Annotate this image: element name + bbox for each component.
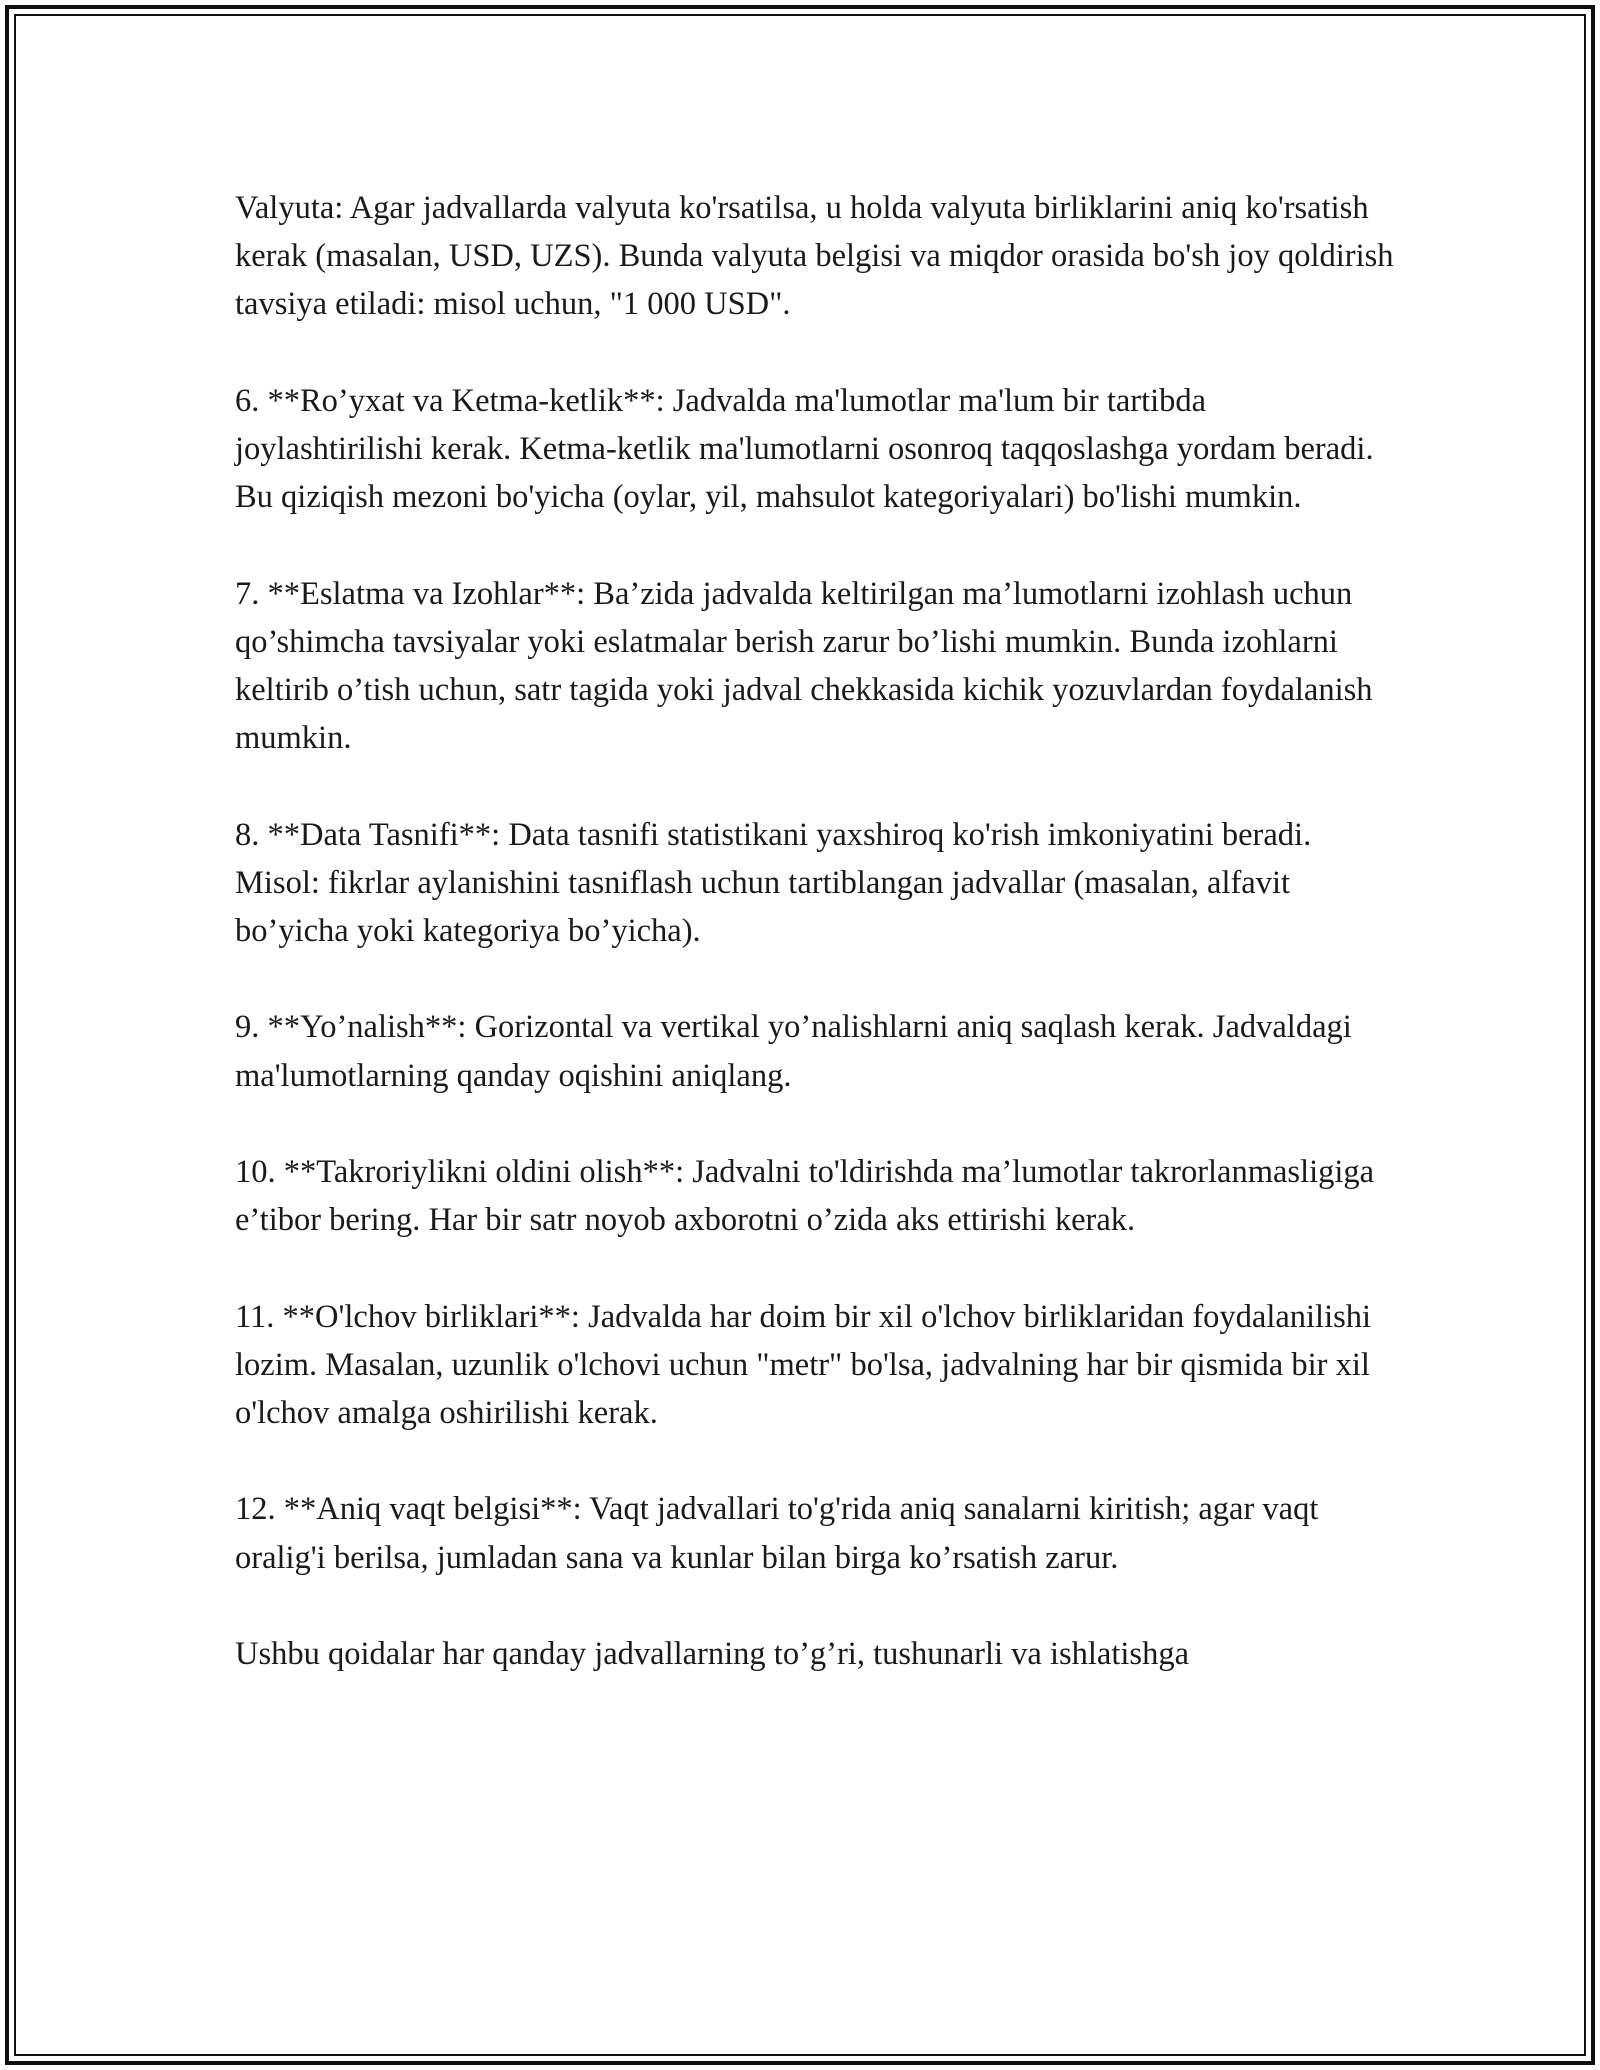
paragraph-item-7: 7. **Eslatma va Izohlar**: Ba’zida jadvalda keltirilgan ma’lumotlarni izohlash uchun qo’shimcha tavsiyalar yoki eslatmalar berish zarur bo’lishi mumkin. Bunda izohlarni keltirib o’tish uchun, satr tagida yoki jadval chekkasida kichik yozuvlardan foydalanish mumkin. xyxy=(235,575,1373,757)
paragraph-item-6: 6. **Ro’yxat va Ketma-ketlik**: Jadvalda ma'lumotlar ma'lum bir tartibda joylashtirilishi kerak. Ketma-ketlik ma'lumotlarni osonroq taqqoslashga yordam beradi. Bu qiziqish mezoni bo'yicha (oylar, yil, mahsulot kategoriyalari) bo'lishi mumkin. xyxy=(235,382,1374,516)
paragraph-item-12: 12. **Aniq vaqt belgisi**: Vaqt jadvallari to'g'rida aniq sanalarni kiritish; agar vaqt oralig'i berilsa, jumladan sana va kunlar bilan birga ko’rsatish zarur. xyxy=(235,1491,1319,1576)
paragraph-conclusion: Ushbu qoidalar har qanday jadvallarning to’g’ri, tushunarli va ishlatishga xyxy=(235,1635,1189,1672)
paragraph-item-8: 8. **Data Tasnifi**: Data tasnifi statistikani yaxshiroq ko'rish imkoniyatini beradi. Misol: fikrlar aylanishini tasniflash uchun tartiblangan jadvallar (masalan, alfavit bo’yicha yoki kategoriya bo’yicha). xyxy=(235,816,1312,949)
paragraph-item-10: 10. **Takroriylikni oldini olish**: Jadvalni to'ldirishda ma’lumotlar takrorlanmasligiga e’tibor bering. Har bir satr noyob axborotni o’zida aks ettirishi kerak. xyxy=(235,1153,1375,1239)
paragraph-item-9: 9. **Yo’nalish**: Gorizontal va vertikal yo’nalishlarni aniq saqlash kerak. Jadvaldagi ma'lumotlarning qanday oqishini aniqlang. xyxy=(235,1009,1352,1094)
paragraph-valyuta: Valyuta: Agar jadvallarda valyuta ko'rsatilsa, u holda valyuta birliklarini aniq ko'rsatish kerak (masalan, USD, UZS). Bunda valyuta belgisi va miqdor orasida bo'sh joy qoldirish tavsiya etiladi: misol uchun, "1 000 USD". xyxy=(235,190,1394,323)
paragraph-item-11: 11. **O'lchov birliklari**: Jadvalda har doim bir xil o'lchov birliklaridan foydalanilishi lozim. Masalan, uzunlik o'lchovi uchun "metr" bo'lsa, jadvalning har bir qismida bir xil o'lchov amalga oshirilishi kerak. xyxy=(235,1298,1372,1431)
document-body xyxy=(235,184,1395,1678)
